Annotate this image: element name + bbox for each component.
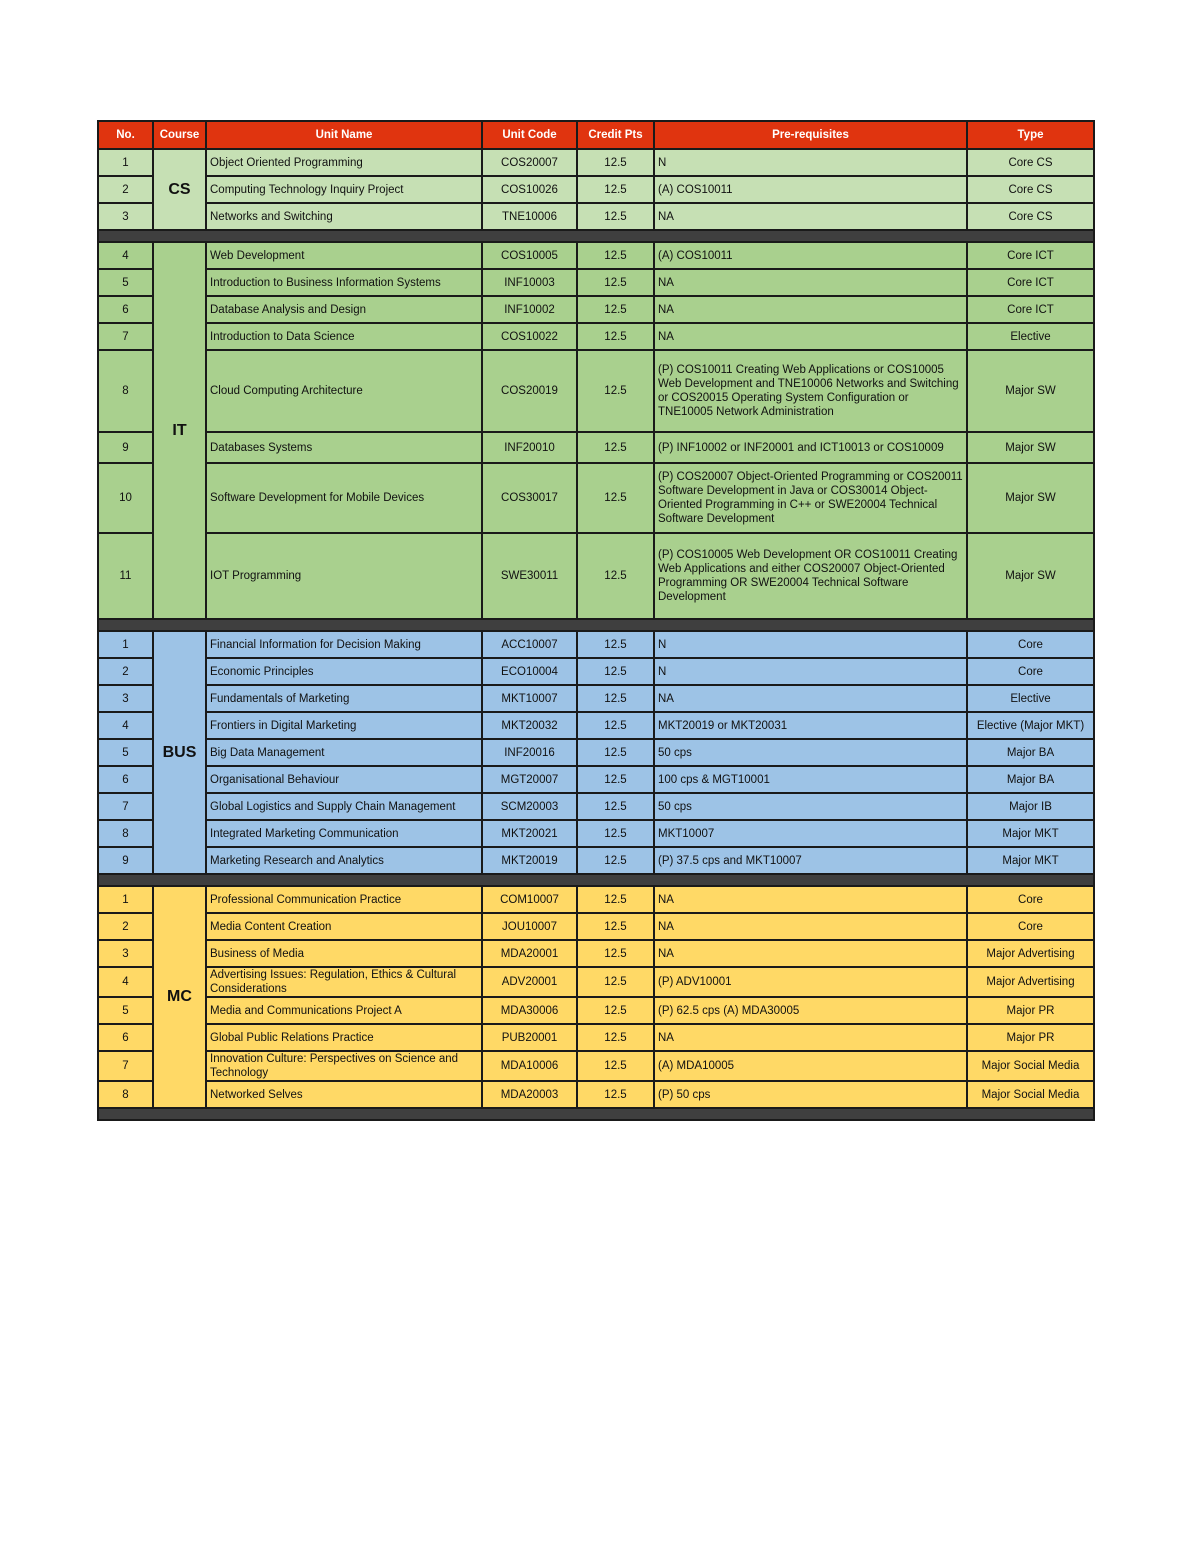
table-row [98, 967, 1094, 997]
unit-type: Elective [967, 323, 1094, 350]
credit-points: 12.5 [577, 820, 654, 847]
course-label: CS [153, 149, 206, 230]
unit-type: Core CS [967, 176, 1094, 203]
credit-points: 12.5 [577, 793, 654, 820]
unit-name: Marketing Research and Analytics [206, 847, 482, 874]
unit-name: Databases Systems [206, 432, 482, 463]
prerequisites: NA [654, 685, 967, 712]
section-separator [98, 619, 1094, 631]
prerequisites: NA [654, 269, 967, 296]
unit-type: Major SW [967, 463, 1094, 533]
separator-bar [98, 1108, 1094, 1120]
section-separator [98, 874, 1094, 886]
unit-type: Core [967, 658, 1094, 685]
unit-code: MGT20007 [482, 766, 577, 793]
unit-type: Core ICT [967, 269, 1094, 296]
unit-type: Major SW [967, 432, 1094, 463]
unit-type: Core [967, 913, 1094, 940]
header-row [98, 121, 1094, 149]
table-row [98, 913, 1094, 940]
unit-name: Database Analysis and Design [206, 296, 482, 323]
unit-code: MKT20019 [482, 847, 577, 874]
unit-type: Major MKT [967, 820, 1094, 847]
table-row [98, 533, 1094, 619]
unit-type: Core CS [967, 149, 1094, 176]
header-type: Type [967, 121, 1094, 149]
prerequisites: (P) ADV10001 [654, 967, 967, 997]
unit-code: ECO10004 [482, 658, 577, 685]
row-number: 6 [98, 766, 153, 793]
prerequisites: (P) COS10011 Creating Web Applications or COS10005 Web Development and TNE10006 Networks and Switching or COS20015 Operating System Configuration or TNE10005 Network Administration [654, 350, 967, 432]
row-number: 5 [98, 739, 153, 766]
unit-name: Introduction to Business Information Systems [206, 269, 482, 296]
row-number: 9 [98, 847, 153, 874]
prerequisites: (P) INF10002 or INF20001 and ICT10013 or COS10009 [654, 432, 967, 463]
unit-type: Elective [967, 685, 1094, 712]
credit-points: 12.5 [577, 1024, 654, 1051]
unit-code: INF20016 [482, 739, 577, 766]
credit-points: 12.5 [577, 533, 654, 619]
prerequisites: 100 cps & MGT10001 [654, 766, 967, 793]
prerequisites: NA [654, 940, 967, 967]
table-row [98, 820, 1094, 847]
unit-code: COS20019 [482, 350, 577, 432]
table-row [98, 766, 1094, 793]
unit-code: MDA10006 [482, 1051, 577, 1081]
unit-code: COS10022 [482, 323, 577, 350]
unit-code: SWE30011 [482, 533, 577, 619]
row-number: 4 [98, 242, 153, 269]
row-number: 3 [98, 685, 153, 712]
unit-name: Software Development for Mobile Devices [206, 463, 482, 533]
table-row [98, 203, 1094, 230]
prerequisites: (P) COS20007 Object-Oriented Programming or COS20011 Software Development in Java or COS30014 Object-Oriented Programming in C++ or SWE20004 Technical Software Development [654, 463, 967, 533]
row-number: 6 [98, 1024, 153, 1051]
row-number: 4 [98, 967, 153, 997]
unit-type: Major SW [967, 350, 1094, 432]
row-number: 5 [98, 997, 153, 1024]
course-units-table [97, 120, 1095, 1121]
row-number: 1 [98, 631, 153, 658]
unit-code: MKT20021 [482, 820, 577, 847]
prerequisites: NA [654, 1024, 967, 1051]
credit-points: 12.5 [577, 967, 654, 997]
unit-code: MDA30006 [482, 997, 577, 1024]
row-number: 2 [98, 913, 153, 940]
unit-name: IOT Programming [206, 533, 482, 619]
separator-bar [98, 619, 1094, 631]
credit-points: 12.5 [577, 997, 654, 1024]
credit-points: 12.5 [577, 323, 654, 350]
prerequisites: N [654, 658, 967, 685]
credit-points: 12.5 [577, 658, 654, 685]
course-label: IT [153, 242, 206, 619]
header-unit-name: Unit Name [206, 121, 482, 149]
unit-name: Organisational Behaviour [206, 766, 482, 793]
credit-points: 12.5 [577, 712, 654, 739]
table-row [98, 1051, 1094, 1081]
unit-type: Major Advertising [967, 967, 1094, 997]
row-number: 10 [98, 463, 153, 533]
unit-code: PUB20001 [482, 1024, 577, 1051]
row-number: 2 [98, 658, 153, 685]
table-row [98, 269, 1094, 296]
credit-points: 12.5 [577, 242, 654, 269]
unit-type: Major PR [967, 997, 1094, 1024]
table-row [98, 685, 1094, 712]
table-row [98, 940, 1094, 967]
row-number: 8 [98, 1081, 153, 1108]
row-number: 7 [98, 323, 153, 350]
header-course: Course [153, 121, 206, 149]
unit-name: Innovation Culture: Perspectives on Science and Technology [206, 1051, 482, 1081]
credit-points: 12.5 [577, 1081, 654, 1108]
prerequisites: 50 cps [654, 793, 967, 820]
credit-points: 12.5 [577, 149, 654, 176]
prerequisites: (A) COS10011 [654, 242, 967, 269]
header-no: No. [98, 121, 153, 149]
section-separator [98, 1108, 1094, 1120]
table-row [98, 847, 1094, 874]
table-row [98, 793, 1094, 820]
prerequisites: (A) COS10011 [654, 176, 967, 203]
table-row [98, 323, 1094, 350]
unit-name: Professional Communication Practice [206, 886, 482, 913]
header-prerequisites: Pre-requisites [654, 121, 967, 149]
unit-name: Networks and Switching [206, 203, 482, 230]
unit-name: Cloud Computing Architecture [206, 350, 482, 432]
unit-type: Major Social Media [967, 1051, 1094, 1081]
unit-name: Web Development [206, 242, 482, 269]
table-row [98, 149, 1094, 176]
row-number: 7 [98, 793, 153, 820]
row-number: 5 [98, 269, 153, 296]
row-number: 9 [98, 432, 153, 463]
credit-points: 12.5 [577, 913, 654, 940]
unit-code: MDA20003 [482, 1081, 577, 1108]
unit-code: COS10026 [482, 176, 577, 203]
row-number: 3 [98, 203, 153, 230]
unit-type: Core [967, 886, 1094, 913]
table-row [98, 1024, 1094, 1051]
row-number: 11 [98, 533, 153, 619]
unit-type: Major Advertising [967, 940, 1094, 967]
prerequisites: MKT20019 or MKT20031 [654, 712, 967, 739]
unit-name: Financial Information for Decision Making [206, 631, 482, 658]
unit-code: TNE10006 [482, 203, 577, 230]
unit-code: INF20010 [482, 432, 577, 463]
unit-type: Core ICT [967, 242, 1094, 269]
unit-type: Core CS [967, 203, 1094, 230]
table-row [98, 712, 1094, 739]
table-row [98, 432, 1094, 463]
unit-code: COS30017 [482, 463, 577, 533]
unit-name: Media Content Creation [206, 913, 482, 940]
unit-type: Major SW [967, 533, 1094, 619]
prerequisites: (P) COS10005 Web Development OR COS10011 Creating Web Applications and either COS20007 Object-Oriented Programming OR SWE20004 Technical Software Development [654, 533, 967, 619]
row-number: 1 [98, 886, 153, 913]
unit-type: Core [967, 631, 1094, 658]
row-number: 6 [98, 296, 153, 323]
unit-code: ACC10007 [482, 631, 577, 658]
prerequisites: 50 cps [654, 739, 967, 766]
prerequisites: NA [654, 296, 967, 323]
prerequisites: MKT10007 [654, 820, 967, 847]
unit-name: Global Public Relations Practice [206, 1024, 482, 1051]
unit-type: Major PR [967, 1024, 1094, 1051]
table-row [98, 463, 1094, 533]
credit-points: 12.5 [577, 432, 654, 463]
unit-code: SCM20003 [482, 793, 577, 820]
unit-type: Elective (Major MKT) [967, 712, 1094, 739]
row-number: 3 [98, 940, 153, 967]
table-row [98, 1081, 1094, 1108]
unit-code: COS10005 [482, 242, 577, 269]
table-row [98, 886, 1094, 913]
unit-name: Global Logistics and Supply Chain Management [206, 793, 482, 820]
unit-name: Integrated Marketing Communication [206, 820, 482, 847]
unit-type: Major IB [967, 793, 1094, 820]
unit-type: Major MKT [967, 847, 1094, 874]
row-number: 4 [98, 712, 153, 739]
course-label: BUS [153, 631, 206, 874]
credit-points: 12.5 [577, 1051, 654, 1081]
unit-type: Major BA [967, 739, 1094, 766]
separator-bar [98, 874, 1094, 886]
course-label: MC [153, 886, 206, 1108]
prerequisites: (P) 50 cps [654, 1081, 967, 1108]
credit-points: 12.5 [577, 350, 654, 432]
table-row [98, 631, 1094, 658]
unit-type: Core ICT [967, 296, 1094, 323]
unit-code: COS20007 [482, 149, 577, 176]
unit-code: INF10002 [482, 296, 577, 323]
prerequisites: N [654, 631, 967, 658]
unit-code: JOU10007 [482, 913, 577, 940]
unit-name: Big Data Management [206, 739, 482, 766]
table-row [98, 997, 1094, 1024]
unit-name: Computing Technology Inquiry Project [206, 176, 482, 203]
credit-points: 12.5 [577, 269, 654, 296]
row-number: 7 [98, 1051, 153, 1081]
unit-name: Frontiers in Digital Marketing [206, 712, 482, 739]
unit-code: INF10003 [482, 269, 577, 296]
credit-points: 12.5 [577, 463, 654, 533]
row-number: 1 [98, 149, 153, 176]
separator-bar [98, 230, 1094, 242]
credit-points: 12.5 [577, 685, 654, 712]
credit-points: 12.5 [577, 203, 654, 230]
table-row [98, 296, 1094, 323]
unit-code: COM10007 [482, 886, 577, 913]
table-row [98, 176, 1094, 203]
header-credit-pts: Credit Pts [577, 121, 654, 149]
unit-name: Advertising Issues: Regulation, Ethics & Cultural Considerations [206, 967, 482, 997]
unit-name: Media and Communications Project A [206, 997, 482, 1024]
unit-type: Major BA [967, 766, 1094, 793]
credit-points: 12.5 [577, 739, 654, 766]
table-row [98, 242, 1094, 269]
credit-points: 12.5 [577, 940, 654, 967]
prerequisites: (P) 37.5 cps and MKT10007 [654, 847, 967, 874]
table-row [98, 739, 1094, 766]
prerequisites: (P) 62.5 cps (A) MDA30005 [654, 997, 967, 1024]
unit-code: MDA20001 [482, 940, 577, 967]
credit-points: 12.5 [577, 176, 654, 203]
prerequisites: NA [654, 323, 967, 350]
unit-name: Business of Media [206, 940, 482, 967]
unit-code: ADV20001 [482, 967, 577, 997]
credit-points: 12.5 [577, 847, 654, 874]
unit-name: Economic Principles [206, 658, 482, 685]
prerequisites: NA [654, 203, 967, 230]
row-number: 2 [98, 176, 153, 203]
credit-points: 12.5 [577, 296, 654, 323]
unit-name: Networked Selves [206, 1081, 482, 1108]
prerequisites: (A) MDA10005 [654, 1051, 967, 1081]
prerequisites: N [654, 149, 967, 176]
row-number: 8 [98, 820, 153, 847]
prerequisites: NA [654, 886, 967, 913]
section-separator [98, 230, 1094, 242]
unit-code: MKT20032 [482, 712, 577, 739]
unit-name: Introduction to Data Science [206, 323, 482, 350]
prerequisites: NA [654, 913, 967, 940]
credit-points: 12.5 [577, 766, 654, 793]
credit-points: 12.5 [577, 886, 654, 913]
credit-points: 12.5 [577, 631, 654, 658]
row-number: 8 [98, 350, 153, 432]
table-row [98, 658, 1094, 685]
unit-name: Fundamentals of Marketing [206, 685, 482, 712]
unit-code: MKT10007 [482, 685, 577, 712]
table-row [98, 350, 1094, 432]
header-unit-code: Unit Code [482, 121, 577, 149]
unit-type: Major Social Media [967, 1081, 1094, 1108]
unit-name: Object Oriented Programming [206, 149, 482, 176]
